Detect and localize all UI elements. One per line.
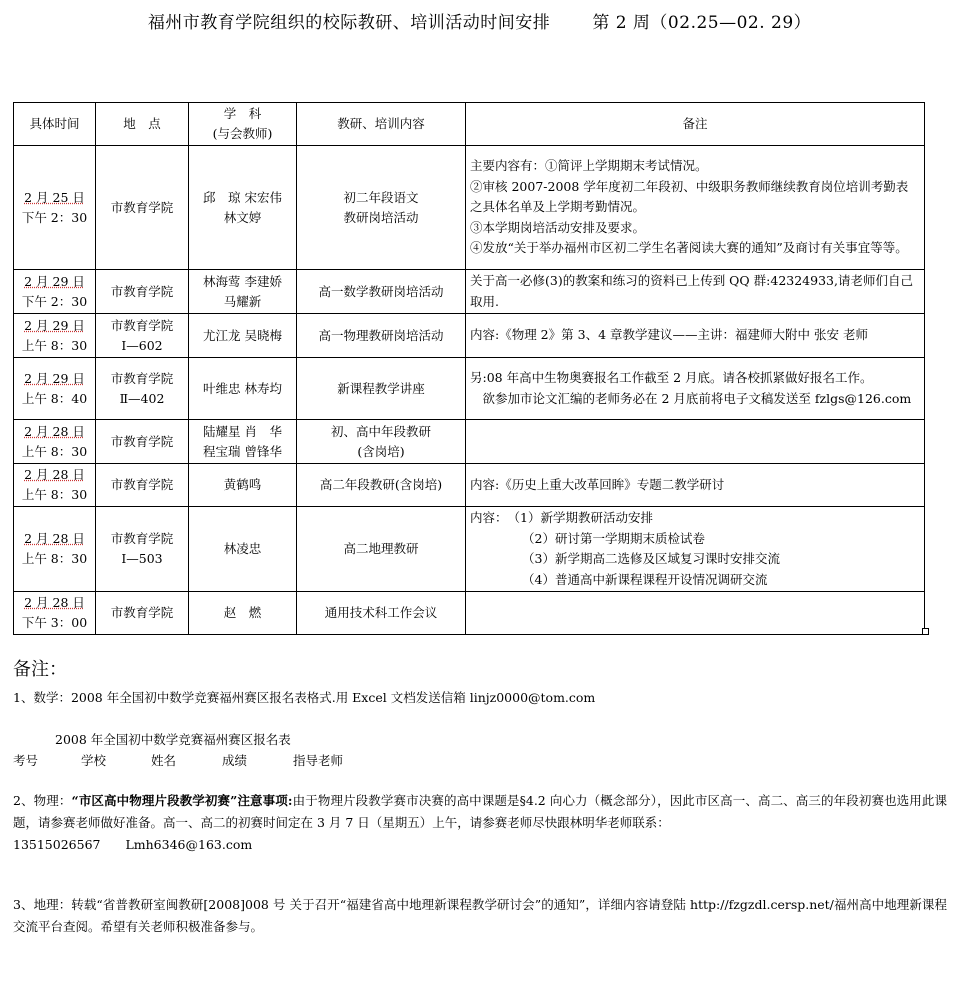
cell-content-line1: 初二年段语文 — [343, 189, 419, 205]
cell-notes — [466, 420, 925, 464]
cell-time — [14, 146, 96, 270]
cell-teachers — [189, 592, 297, 635]
cell-content — [297, 507, 466, 592]
cell-place — [96, 507, 189, 592]
form-field: 成绩 — [222, 753, 248, 768]
remark-physics — [13, 790, 947, 856]
cell-place-name: 市教育学院 — [110, 283, 174, 299]
cell-content-line1: 初、高中年段教研 — [330, 423, 431, 439]
form-field: 考号 — [13, 753, 39, 768]
note-line: （3）新学期高二选修及区域复习课时安排交流 — [522, 551, 780, 566]
cell-date: 2 月 29 日 — [24, 317, 85, 333]
header-subject-line1: 学 科 — [223, 106, 262, 121]
cell-date: 2 月 25 日 — [24, 189, 85, 205]
cell-content — [297, 146, 466, 270]
cell-teachers-line1: 黄鹤鸣 — [223, 477, 262, 492]
cell-content — [297, 420, 466, 464]
cell-place — [96, 314, 189, 358]
cell-date: 2 月 29 日 — [24, 273, 85, 289]
cell-notes — [466, 146, 925, 270]
cell-teachers — [189, 146, 297, 270]
cell-notes — [466, 507, 925, 592]
cell-content-line1: 高一物理教研岗培活动 — [318, 327, 444, 343]
cell-notes — [466, 270, 925, 314]
table-header-row — [14, 103, 925, 146]
cell-place-name: 市教育学院 — [110, 317, 174, 333]
cell-teachers-line1: 叶维忠 林寿均 — [203, 380, 282, 396]
cell-teachers — [189, 507, 297, 592]
cell-place-name: 市教育学院 — [110, 477, 174, 492]
note-line: 欲参加市论文汇编的老师务必在 2 月底前将电子文稿发送至 fzlgs@126.com — [470, 390, 912, 406]
table-row — [14, 314, 925, 358]
cell-clock: 上午 8：30 — [21, 551, 88, 566]
note-line: 内容:《历史上重大改革回眸》专题二教学研讨 — [470, 476, 725, 492]
cell-teachers-line1: 赵 燃 — [223, 605, 262, 620]
cell-teachers — [189, 464, 297, 507]
note-line: 关于高一必修(3)的教案和练习的资料已上传到 QQ 群:42324933,请老师们自己取用. — [470, 273, 913, 309]
cell-teachers-line1: 林海莺 李建娇 — [203, 273, 282, 289]
cell-place-name: 市教育学院 — [110, 531, 174, 546]
cell-room: Ⅱ—402 — [119, 390, 165, 406]
cell-notes — [466, 358, 925, 420]
cell-place — [96, 592, 189, 635]
note-line: 主要内容有：①简评上学期期末考试情况。 — [470, 158, 708, 174]
header-content: 教研、培训内容 — [297, 103, 466, 146]
note-line: （2）研讨第一学期期末质检试卷 — [522, 530, 705, 546]
title-week: 第 2 周（02.25—02. 29） — [592, 13, 812, 33]
cell-date: 2 月 28 日 — [24, 467, 85, 482]
physics-heading: “市区高中物理片段教学初赛”注意事项: — [71, 793, 293, 808]
title-main: 福州市教育学院组织的校际教研、培训活动时间安排 — [147, 13, 551, 33]
table-row — [14, 146, 925, 270]
cell-content — [297, 592, 466, 635]
header-notes: 备注 — [466, 103, 925, 146]
physics-prefix: 2、物理： — [13, 793, 72, 808]
cell-clock: 上午 8：40 — [21, 390, 88, 406]
cell-room: Ⅰ—602 — [121, 337, 163, 353]
cell-time — [14, 507, 96, 592]
header-subject — [189, 103, 297, 146]
cell-place — [96, 270, 189, 314]
cell-content-line1: 新课程教学讲座 — [337, 380, 425, 396]
table-row — [14, 464, 925, 507]
cell-place-name: 市教育学院 — [110, 605, 174, 620]
note-line: 内容： （1）新学期教研活动安排 — [470, 510, 653, 525]
cell-teachers-line1: 林凌忠 — [223, 541, 262, 556]
cell-time — [14, 358, 96, 420]
cell-content-line2: 教研岗培活动 — [343, 209, 419, 225]
cell-time — [14, 420, 96, 464]
cell-place — [96, 146, 189, 270]
cell-date: 2 月 28 日 — [24, 423, 85, 439]
physics-contact: 13515026567 Lmh6346@163.com — [13, 837, 253, 852]
note-line: 另:08 年高中生物奥赛报名工作截至 2 月底。请各校抓紧做好报名工作。 — [470, 370, 873, 385]
remarks-title: 备注： — [13, 659, 67, 680]
cell-time — [14, 592, 96, 635]
cell-place-name: 市教育学院 — [110, 433, 174, 449]
cell-content — [297, 270, 466, 314]
cell-notes — [466, 592, 925, 635]
table-row — [14, 592, 925, 635]
cell-clock: 下午 2：30 — [21, 293, 88, 309]
cell-content — [297, 358, 466, 420]
cell-clock: 下午 3：00 — [21, 615, 88, 630]
remark-math: 1、数学：2008 年全国初中数学竞赛福州赛区报名表格式.用 Excel 文档发送信箱 linjz0000@tom.com — [13, 690, 596, 705]
table-row — [14, 358, 925, 420]
cell-notes — [466, 314, 925, 358]
cell-content-line1: 高一数学教研岗培活动 — [318, 283, 444, 299]
cell-teachers-line1: 尤江龙 吴晓梅 — [203, 327, 282, 343]
remark-geography: 3、地理：转载“省普教研室闽教研[2008]008 号 关于召开“福建省高中地理新课程教学研讨会”的通知”，详细内容请登陆 http://fzgzdl.cersp.net/福州高中地理新课程交流平台查阅。希望有关老师积极准备参与。 — [13, 897, 947, 934]
cell-time — [14, 464, 96, 507]
physics-text: 由于物理片段教学赛市决赛的高中课题是§4.2 向心力（概念部分），因此市区高一、高二、高三的年段初赛也选用此课题，请参赛老师做好准备。高一、高二的初赛时间定在 3 月 7 日（星期五）上午，请参赛老师尽快跟林明华老师联系： — [13, 793, 948, 830]
cell-content-line1: 高二年段教研(含岗培) — [319, 477, 443, 492]
cell-place — [96, 464, 189, 507]
cell-clock: 上午 8：30 — [21, 487, 88, 502]
note-line: ④发放“关于举办福州市区初二学生名著阅读大赛的通知”及商讨有关事宜等等。 — [470, 240, 908, 256]
cell-teachers — [189, 270, 297, 314]
cell-time — [14, 270, 96, 314]
cell-place — [96, 420, 189, 464]
form-field: 学校 — [81, 753, 107, 768]
cell-date: 2 月 29 日 — [24, 370, 85, 386]
cell-date: 2 月 28 日 — [24, 595, 85, 610]
cell-content-line1: 高二地理教研 — [343, 541, 419, 556]
note-line: 内容:《物理 2》第 3、4 章教学建议——主讲：福建师大附中 张安 老师 — [470, 327, 868, 343]
cell-teachers-line1: 邱 琼 宋宏伟 — [203, 189, 282, 205]
schedule-table — [13, 102, 925, 635]
cell-place-name: 市教育学院 — [110, 199, 174, 215]
cell-teachers-line1: 陆耀星 肖 华 — [203, 423, 282, 439]
cell-teachers-line2: 程宝瑞 曾锋华 — [203, 443, 282, 459]
math-form-fields — [13, 751, 343, 769]
cell-teachers — [189, 420, 297, 464]
note-line: ②审核 2007-2008 学年度初二年段初、中级职务教师继续教育岗位培训考勤表之具体名单及上学期考勤情况。 — [470, 178, 909, 215]
cell-teachers-line2: 林文婷 — [223, 209, 262, 225]
cell-teachers-line2: 马耀新 — [223, 293, 262, 309]
note-line: （4）普通高中新课程课程开设情况调研交流 — [522, 571, 768, 587]
table-row — [14, 507, 925, 592]
cell-content — [297, 464, 466, 507]
cell-clock: 上午 8：30 — [21, 443, 88, 459]
math-form-title: 2008 年全国初中数学竞赛福州赛区报名表 — [55, 732, 291, 747]
form-field: 姓名 — [151, 753, 177, 768]
cell-teachers — [189, 314, 297, 358]
cell-notes — [466, 464, 925, 507]
table-resize-handle[interactable] — [922, 628, 929, 635]
table-row — [14, 420, 925, 464]
form-field: 指导老师 — [293, 753, 344, 768]
cell-clock: 下午 2：30 — [21, 209, 88, 225]
note-line: ③本学期岗培活动安排及要求。 — [470, 219, 646, 235]
header-place: 地 点 — [96, 103, 189, 146]
cell-time — [14, 314, 96, 358]
header-time: 具体时间 — [14, 103, 96, 146]
cell-place — [96, 358, 189, 420]
cell-content-line2: (含岗培) — [357, 443, 405, 459]
cell-place-name: 市教育学院 — [110, 370, 174, 386]
cell-teachers — [189, 358, 297, 420]
table-row — [14, 270, 925, 314]
cell-clock: 上午 8：30 — [21, 337, 88, 353]
cell-date: 2 月 28 日 — [24, 531, 85, 546]
header-subject-line2: (与会教师) — [212, 126, 273, 141]
cell-room: Ⅰ—503 — [121, 551, 163, 566]
cell-content — [297, 314, 466, 358]
page-title — [0, 8, 959, 33]
cell-content-line1: 通用技术科工作会议 — [324, 605, 438, 620]
